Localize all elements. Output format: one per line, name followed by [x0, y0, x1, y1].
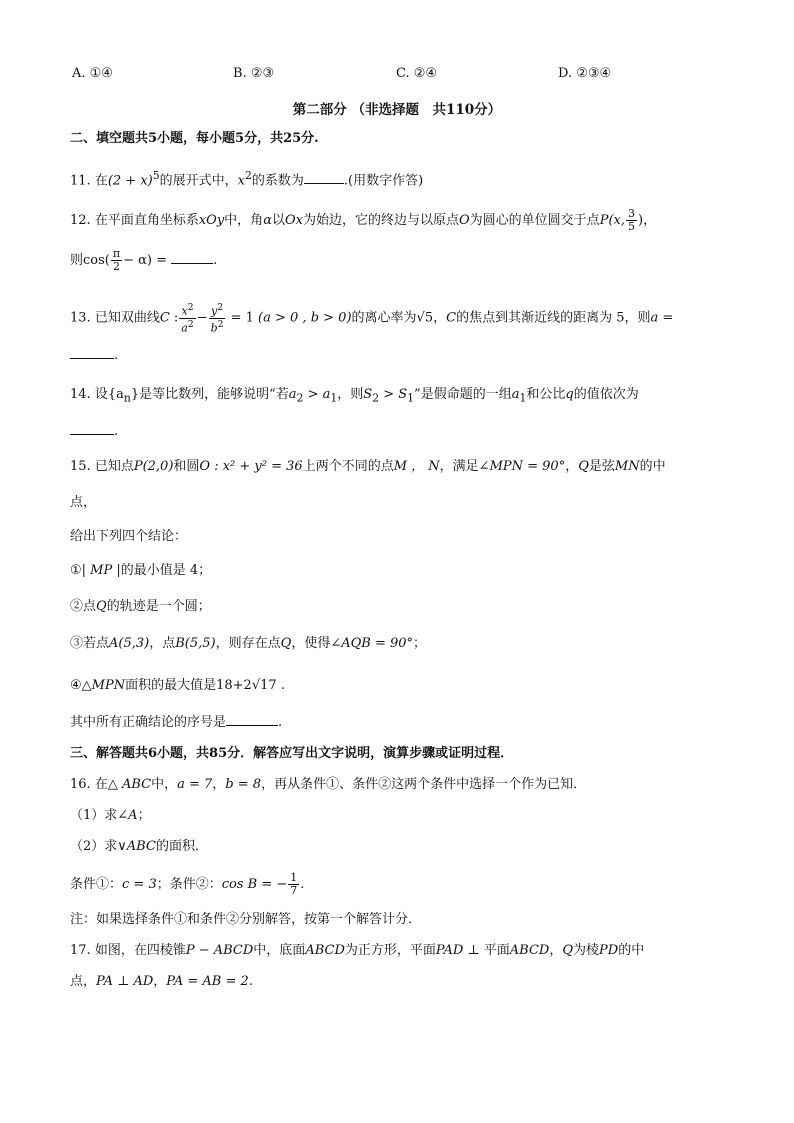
question-15-ask: 其中所有正确结论的序号是 .: [70, 715, 283, 730]
section3-heading: 三、解答题共6小题，共85分．解答应写出文字说明，演算步骤或证明过程．: [70, 746, 514, 761]
question-17-line2: 点，PA ⊥ AD，PA = AB = 2.: [70, 974, 253, 989]
option-b: B. ②③: [233, 66, 275, 81]
question-13-line2: .: [70, 346, 118, 366]
question-16: 16. 在△ ABC中，a = 7，b = 8，再从条件①、条件②这两个条件中选择一个作为已知．: [70, 777, 587, 792]
option-d: D. ②③④: [558, 66, 612, 81]
question-15-line2: 点，: [70, 495, 97, 510]
question-14: 14. 设$\{a_n\}$是等比数列，能够说明“若$a_2 > a_1$，则$S_2 > S_1$”是假命题的一组$a_1$和公比q的值依次为: [70, 387, 639, 405]
question-16-note: 注：如果选择条件①和条件②分别解答，按第一个解答计分．: [70, 912, 422, 927]
question-15-intro: 给出下列四个结论：: [70, 529, 188, 544]
question-17: 17. 如图，在四棱锥P − ABCD中，底面ABCD为正方形，平面PAD ⊥ 平面ABCD，Q为棱PD的中: [70, 943, 645, 958]
conclusion-3: ③若点A(5,3)，点B(5,5)，则存在点Q，使得∠AQB = 90°；: [70, 636, 427, 651]
question-12: 12. 在平面直角坐标系xOy中，角α以Ox为始边，它的终边与以原点O为圆心的单位圆交于点P(x, $\frac{3}{5}$ )，: [70, 207, 657, 233]
conclusion-1: ①| MP |的最小值是 4；: [70, 563, 212, 578]
question-16-conditions: 条件①：c = 3；条件②：cos B = − $\frac{1}{7}$ .: [70, 871, 305, 897]
option-c: C. ②④: [396, 66, 438, 81]
part-title: 第二部分 （非选择题 共110分）: [292, 102, 502, 118]
question-11: 11. 在$(2 + x)^5$的展开式中，$x^2$的系数为 .(用数字作答): [70, 169, 424, 189]
question-16-part1: （1）求∠A；: [70, 808, 151, 823]
question-12-line2: 则cos( $\frac{\pi}{2}$ − α) = .: [70, 247, 218, 273]
answer-blank: [171, 251, 213, 264]
conclusion-4: ④△MPN面积的最大值是18+2√17 .: [70, 678, 285, 693]
question-13: 13. 已知双曲线C : $\frac{x^2}{a^2}$ − $\frac{y^2}{b^2}$ = 1 (a > 0 , b > 0)的离心率为√5，C的焦点到其渐近线的距离为 5，则a =: [70, 302, 674, 335]
section2-heading: 二、填空题共5小题，每小题5分，共25分.: [70, 131, 319, 146]
option-a: A. ①④: [72, 66, 113, 81]
answer-blank: [226, 713, 278, 726]
question-15: 15. 已知点P(2,0)和圆O : x² + y² = 36上两个不同的点M ， N，满足∠MPN = 90°，Q是弦MN的中: [70, 459, 666, 474]
answer-blank: [70, 422, 114, 435]
question-14-line2: .: [70, 422, 118, 442]
answer-blank: [70, 346, 114, 359]
conclusion-2: ②点Q的轨迹是一个圆；: [70, 599, 211, 614]
answer-blank: [304, 171, 344, 184]
question-16-part2: （2）求∨ABC的面积．: [70, 839, 208, 854]
